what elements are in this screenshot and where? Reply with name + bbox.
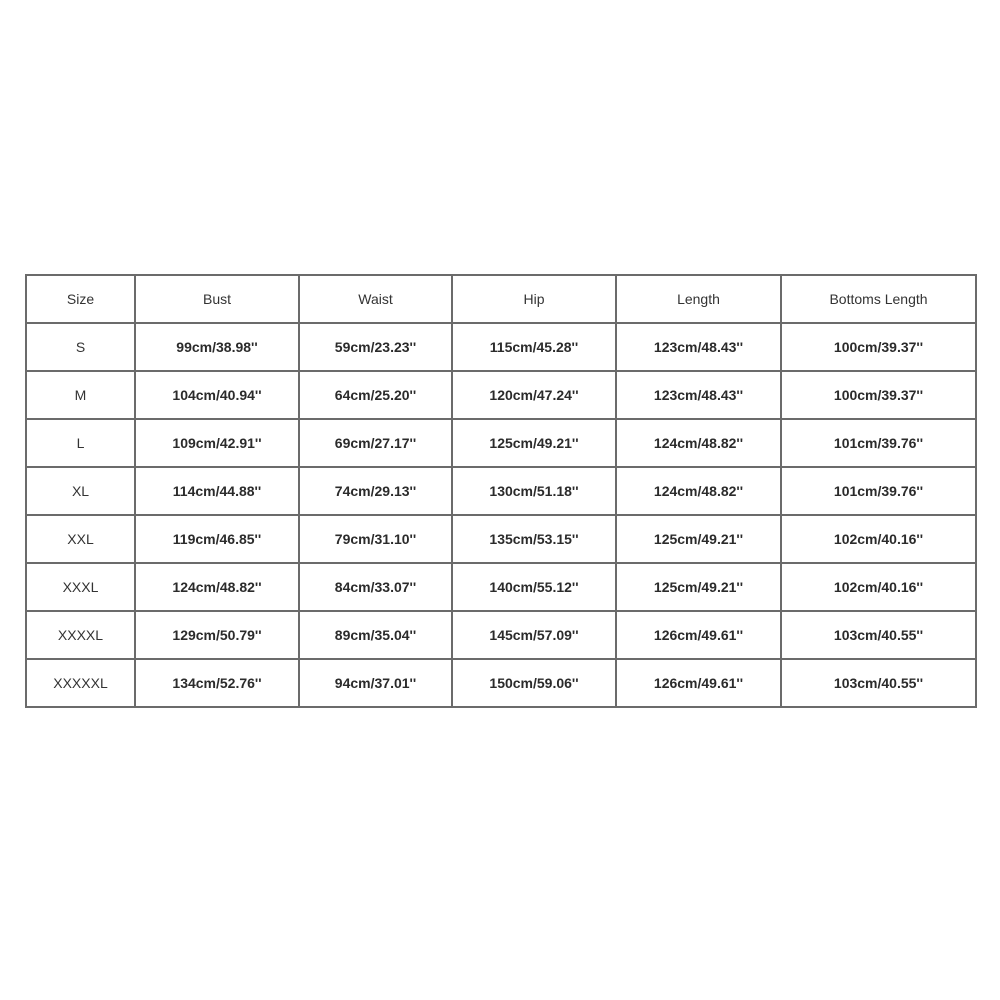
table-header — [26, 275, 976, 323]
cell-waist: 94cm/37.01'' — [299, 659, 452, 707]
table-row — [26, 515, 976, 563]
cell-length: 125cm/49.21'' — [616, 515, 781, 563]
cell-bust: 124cm/48.82'' — [135, 563, 299, 611]
cell-size: XXXXL — [26, 611, 135, 659]
cell-length: 124cm/48.82'' — [616, 467, 781, 515]
cell-length: 123cm/48.43'' — [616, 323, 781, 371]
cell-bottoms-length: 100cm/39.37'' — [781, 371, 976, 419]
cell-waist: 74cm/29.13'' — [299, 467, 452, 515]
cell-size: XL — [26, 467, 135, 515]
cell-hip: 140cm/55.12'' — [452, 563, 616, 611]
cell-size: L — [26, 419, 135, 467]
cell-bottoms-length: 103cm/40.55'' — [781, 611, 976, 659]
cell-size: XXL — [26, 515, 135, 563]
column-header-length: Length — [616, 275, 781, 323]
cell-size: S — [26, 323, 135, 371]
size-chart-table — [25, 274, 977, 708]
cell-size: XXXXXL — [26, 659, 135, 707]
table-row — [26, 371, 976, 419]
cell-size: XXXL — [26, 563, 135, 611]
cell-length: 126cm/49.61'' — [616, 659, 781, 707]
table-row — [26, 659, 976, 707]
cell-waist: 79cm/31.10'' — [299, 515, 452, 563]
cell-bust: 129cm/50.79'' — [135, 611, 299, 659]
cell-bottoms-length: 101cm/39.76'' — [781, 419, 976, 467]
cell-bottoms-length: 102cm/40.16'' — [781, 515, 976, 563]
table-row — [26, 563, 976, 611]
cell-waist: 64cm/25.20'' — [299, 371, 452, 419]
cell-bust: 134cm/52.76'' — [135, 659, 299, 707]
column-header-bust: Bust — [135, 275, 299, 323]
cell-hip: 130cm/51.18'' — [452, 467, 616, 515]
cell-waist: 69cm/27.17'' — [299, 419, 452, 467]
column-header-bottoms-length: Bottoms Length — [781, 275, 976, 323]
cell-bust: 114cm/44.88'' — [135, 467, 299, 515]
cell-length: 124cm/48.82'' — [616, 419, 781, 467]
cell-bust: 109cm/42.91'' — [135, 419, 299, 467]
column-header-waist: Waist — [299, 275, 452, 323]
cell-hip: 120cm/47.24'' — [452, 371, 616, 419]
cell-waist: 89cm/35.04'' — [299, 611, 452, 659]
cell-length: 126cm/49.61'' — [616, 611, 781, 659]
cell-bottoms-length: 102cm/40.16'' — [781, 563, 976, 611]
table-row — [26, 419, 976, 467]
table-body — [26, 323, 976, 707]
cell-waist: 84cm/33.07'' — [299, 563, 452, 611]
table-row — [26, 611, 976, 659]
cell-size: M — [26, 371, 135, 419]
column-header-size: Size — [26, 275, 135, 323]
cell-bust: 99cm/38.98'' — [135, 323, 299, 371]
table-row — [26, 323, 976, 371]
cell-bottoms-length: 100cm/39.37'' — [781, 323, 976, 371]
column-header-hip: Hip — [452, 275, 616, 323]
cell-bust: 104cm/40.94'' — [135, 371, 299, 419]
header-row — [26, 275, 976, 323]
cell-hip: 115cm/45.28'' — [452, 323, 616, 371]
cell-hip: 145cm/57.09'' — [452, 611, 616, 659]
cell-bottoms-length: 101cm/39.76'' — [781, 467, 976, 515]
cell-hip: 125cm/49.21'' — [452, 419, 616, 467]
cell-waist: 59cm/23.23'' — [299, 323, 452, 371]
table-row — [26, 467, 976, 515]
cell-hip: 150cm/59.06'' — [452, 659, 616, 707]
cell-length: 125cm/49.21'' — [616, 563, 781, 611]
cell-length: 123cm/48.43'' — [616, 371, 781, 419]
cell-bottoms-length: 103cm/40.55'' — [781, 659, 976, 707]
cell-hip: 135cm/53.15'' — [452, 515, 616, 563]
cell-bust: 119cm/46.85'' — [135, 515, 299, 563]
